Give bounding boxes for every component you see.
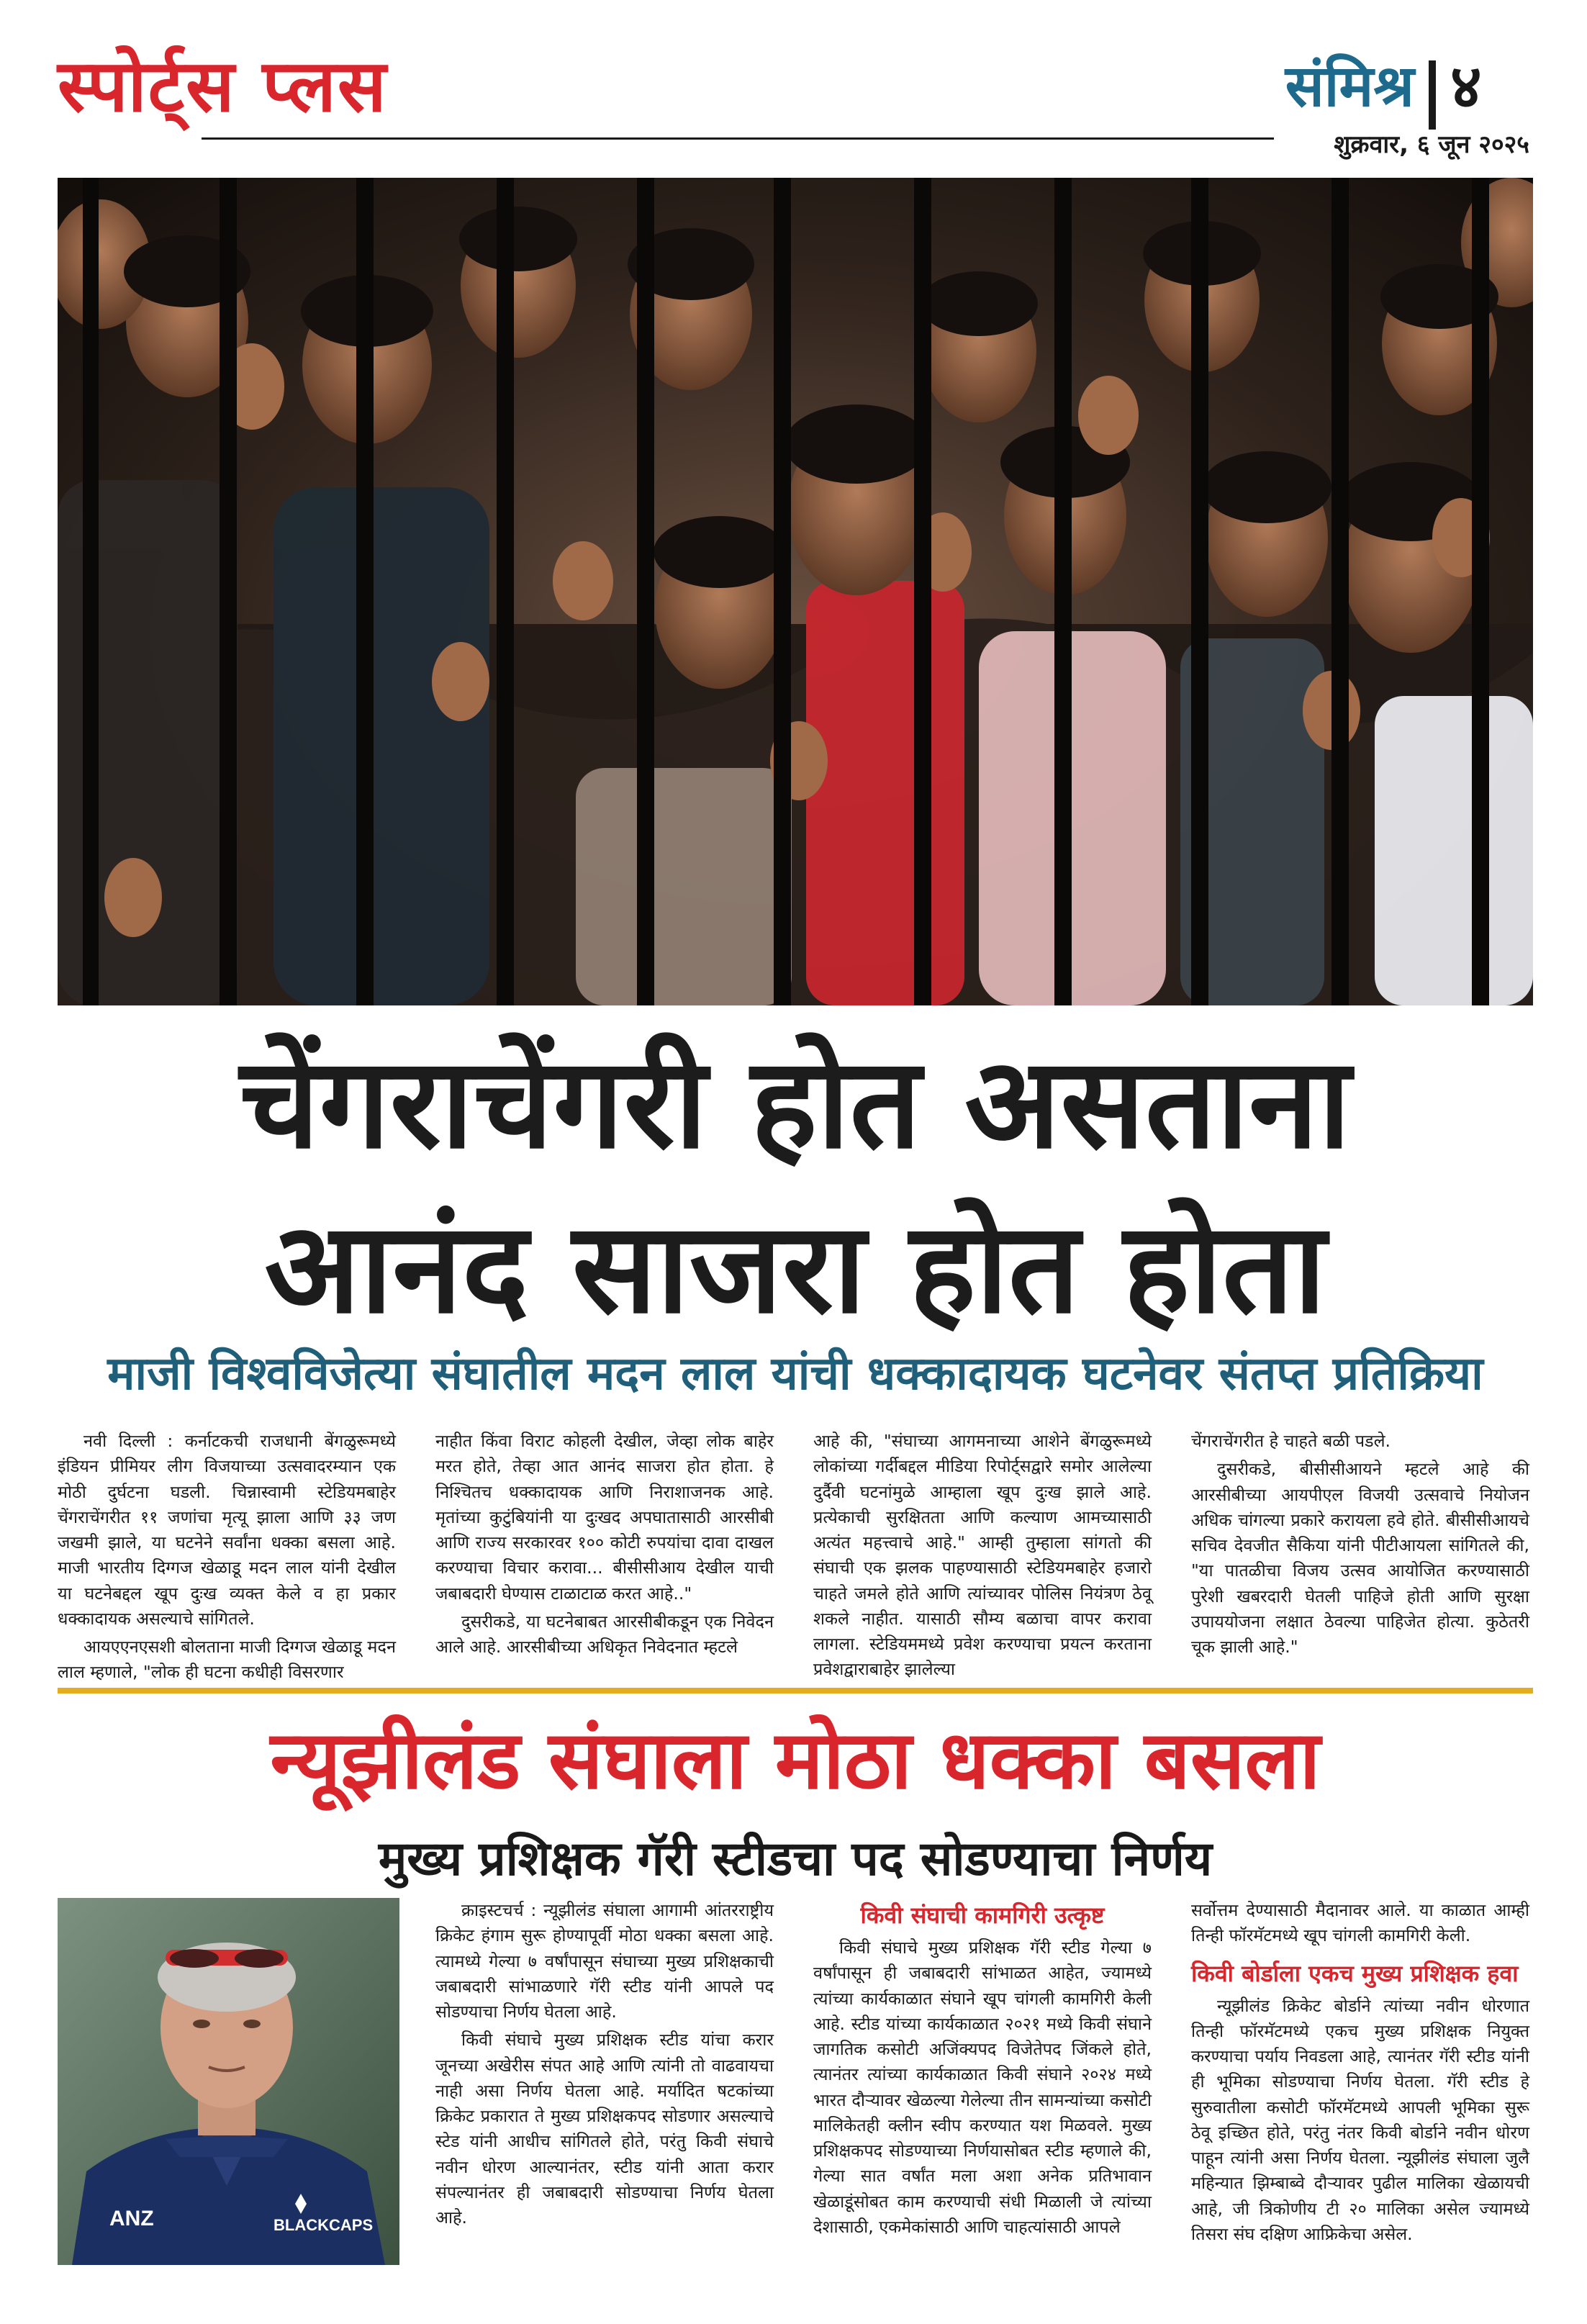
paragraph: आयएएनएसशी बोलताना माजी दिग्गज खेळाडू मदन लाल म्हणाले, "लोक ही घटना कधीही विसरणार <box>58 1637 396 1683</box>
dateline: शुक्रवार, ६ जून २०२५ <box>1334 130 1529 159</box>
masthead-divider <box>1429 60 1436 130</box>
paragraph: दुसरीकडे, बीसीसीआयने म्हटले आहे की आरसीबीच्या आयपीएल विजयी उत्सवाचे नियोजन अधिक चांगल्या प्रकारे करायला हवे होते. बीसीसीआयचे सचिव देवजीत सैकिया यांनी पीटीआयला सांगितले की, "या पातळीचा विजय उत्सव आयोजित करण्यासाठी पुरेशी खबरदारी घेतली पाहिजे होती आणि सुरक्षा उपाययोजना लक्षात ठेवल्या पाहिजेत होत्या. कुठेतरी चूक झाली आहे." <box>1191 1459 1529 1657</box>
lead-deck: माजी विश्वविजेत्या संघातील मदन लाल यांची धक्कादायक घटनेवर संतप्त प्रतिक्रिया <box>107 1347 1483 1401</box>
lead-column-4 <box>1191 1429 1529 1663</box>
page-number: ४ <box>1450 51 1482 122</box>
paragraph: किवी संघाचे मुख्य प्रशिक्षक गॅरी स्टीड गेल्या ७ वर्षांपासून ही जबाबदारी सांभाळत आहेत, ज्यामध्ये त्यांच्या कार्यकाळात संघाने खूप चांगली कामगिरी केली आहे. स्टीड यांच्या कार्यकाळात २०२१ मध्ये किवी संघाने जागतिक कसोटी अजिंक्यपद विजेतेपद जिंकले होते, त्यानंतर त्यांच्या कार्यकाळात किवी संघाने २०२४ मध्ये भारत दौऱ्यावर खेळल्या गेलेल्या तीन सामन्यांच्या कसोटी मालिकेतही क्लीन स्वीप करण्यात यश मिळवले. मुख्य प्रशिक्षकपद सोडण्याच्या निर्णयासोबत स्टीड म्हणाले की, गेल्या सात वर्षांत मला अशा अनेक प्रतिभावान खेळाडूंसोबत काम करण्याची संधी मिळाली जे त्यांच्या देशासाठी, एकमेकांसाठी आणि चाहत्यांसाठी आपले <box>813 1938 1152 2237</box>
lead-column-1 <box>58 1429 396 1688</box>
crowd-behind-gate-photo <box>58 178 1533 1005</box>
second-headline: न्यूझीलंड संघाला मोठा धक्का बसला <box>270 1714 1321 1807</box>
paragraph: न्यूझीलंड क्रिकेट बोर्डाने त्यांच्या नवीन धोरणात तिन्ही फॉरमॅटमध्ये एकच मुख्य प्रशिक्षक नियुक्त करण्याचा पर्याय निवडला आहे, त्यानंतर गॅरी स्टीड यांनी ही भूमिका सोडण्याचा निर्णय घेतला. गॅरी स्टीड हे सुरुवातीला कसोटी फॉरमॅटमध्ये आपली भूमिका सुरू ठेवू इच्छित होते, परंतु नंतर किवी बोर्डाने नवीन धोरण पाहून त्यांनी असा निर्णय घेतला. न्यूझीलंड संघाला जुलै महिन्यात झिम्बाब्वे दौऱ्यावर पुढील मालिका खेळायची आहे, जी त्रिकोणीय टी २० मालिका असेल ज्यामध्ये तिसरा संघ दक्षिण आफ्रिकेचा असेल. <box>1191 1995 1529 2244</box>
jersey-sponsor-text: ANZ <box>109 2207 154 2230</box>
coach-photo <box>58 1898 399 2265</box>
story-divider <box>58 1688 1533 1694</box>
paragraph: आहे की, "संघाच्या आगमनाच्या आशेने बेंगळुरूमध्ये लोकांच्या गर्दीबद्दल मीडिया रिपोर्ट्सद्वारे समोर आलेल्या दुर्दैवी घटनांमुळे आम्हाला खूप दुःख झाले आहे. प्रत्येकाची सुरक्षितता आणि कल्याण आमच्यासाठी अत्यंत महत्त्वाचे आहे." आम्ही तुम्हाला सांगतो की संघाची एक झलक पाहण्यासाठी स्टेडियमबाहेर हजारो चाहते जमले होते आणि त्यांच्यावर पोलिस नियंत्रण ठेवू शकले नाहीत. यासाठी सौम्य बळाचा वापर करावा लागला. स्टेडियममध्ये प्रवेश करण्याचा प्रयत्न करताना प्रवेशद्वाराबाहेर झालेल्या <box>813 1431 1152 1680</box>
paragraph: नाहीत किंवा विराट कोहली देखील, जेव्हा लोक बाहेर मरत होते, तेव्हा आत आनंद साजरा होत होता. हे निश्चितच धक्कादायक आणि निराशाजनक आहे. मृतांच्या कुटुंबियांनी या दुःखद अपघातासाठी आरसीबी आणि राज्य सरकारवर १०० कोटी रुपयांचा दावा दाखल करण्याचा विचार करावा... बीसीसीआय देखील याची जबाबदारी घेण्यास टाळाटाळ करत आहे.." <box>435 1431 774 1604</box>
subhead: किवी संघाची कामगिरी उत्कृष्ट <box>860 1902 1105 1929</box>
masthead-rule <box>202 137 1274 140</box>
paragraph: नवी दिल्ली : कर्नाटकची राजधानी बेंगळुरूमध्ये इंडियन प्रीमियर लीग विजयाच्या उत्सवादरम्यान एक मोठी दुर्घटना घडली. चिन्नास्वामी स्टेडियमबाहेर चेंगराचेंगरीत ११ जणांचा मृत्यू झाला आणि ३३ जण जखमी झाले, या घटनेने सर्वांना धक्का बसला आहे. माजी भारतीय दिग्गज खेळाडू मदन लाल यांनी देखील या घटनेबद्दल खूप दुःख व्यक्त केले व हा प्रकार धक्कादायक असल्याचे सांगितले. <box>58 1431 396 1629</box>
jersey-team-text: BLACKCAPS <box>273 2216 374 2234</box>
brand-title: स्पोर्ट्स प्लस <box>58 44 388 128</box>
lead-column-3 <box>813 1429 1152 1686</box>
paragraph: क्राइस्टचर्च : न्यूझीलंड संघाला आगामी आंतरराष्ट्रीय क्रिकेट हंगाम सुरू होण्यापूर्वी मोठा धक्का बसला आहे. त्यामध्ये गेल्या ७ वर्षांपासून संघाच्या मुख्य प्रशिक्षकाची जबाबदारी सांभाळणारे गॅरी स्टीड यांनी आपले पद सोडण्याचा निर्णय घेतला आहे. <box>435 1900 774 2022</box>
lead-headline-line2: आनंद साजरा होत होता <box>264 1195 1326 1342</box>
lead-column-2 <box>435 1429 774 1663</box>
subhead: किवी बोर्डाला एकच मुख्य प्रशिक्षक हवा <box>1191 1959 1519 1987</box>
lead-headline-line1: चेंगराचेंगरी होत असताना <box>240 1031 1351 1177</box>
paragraph: दुसरीकडे, या घटनेबाबत आरसीबीकडून एक निवेदन आले आहे. आरसीबीच्या अधिकृत निवेदनात म्हटले <box>435 1611 774 1657</box>
paragraph: किवी संघाचे मुख्य प्रशिक्षक स्टीड यांचा करार जूनच्या अखेरीस संपत आहे आणि त्यांनी तो वाढवायचा नाही असा निर्णय घेतला आहे. मर्यादित षटकांच्या क्रिकेट प्रकारात ते मुख्य प्रशिक्षकपद सोडणार असल्याचे स्टेड यांनी आधीच सांगितले होते, परंतु किवी संघाचे नवीन धोरण आल्यानंतर, स्टीड यांनी आता करार संपल्यानंतर ही जबाबदारी सोडण्याचा निर्णय घेतला आहे. <box>435 2030 774 2228</box>
second-column-1 <box>435 1898 774 2233</box>
paragraph: चेंगराचेंगरीत हे चाहते बळी पडले. <box>1191 1431 1391 1451</box>
second-column-2 <box>813 1898 1152 2243</box>
second-column-3 <box>1191 1898 1529 2250</box>
section-label: संमिश्र <box>1285 53 1414 119</box>
second-deck: मुख्य प्रशिक्षक गॅरी स्टीडचा पद सोडण्याचा निर्णय <box>378 1831 1213 1886</box>
paragraph: सर्वोत्तम देण्यासाठी मैदानावर आले. या काळात आम्ही तिन्ही फॉरमॅटमध्ये खूप चांगली कामगिरी केली. <box>1191 1900 1529 1946</box>
